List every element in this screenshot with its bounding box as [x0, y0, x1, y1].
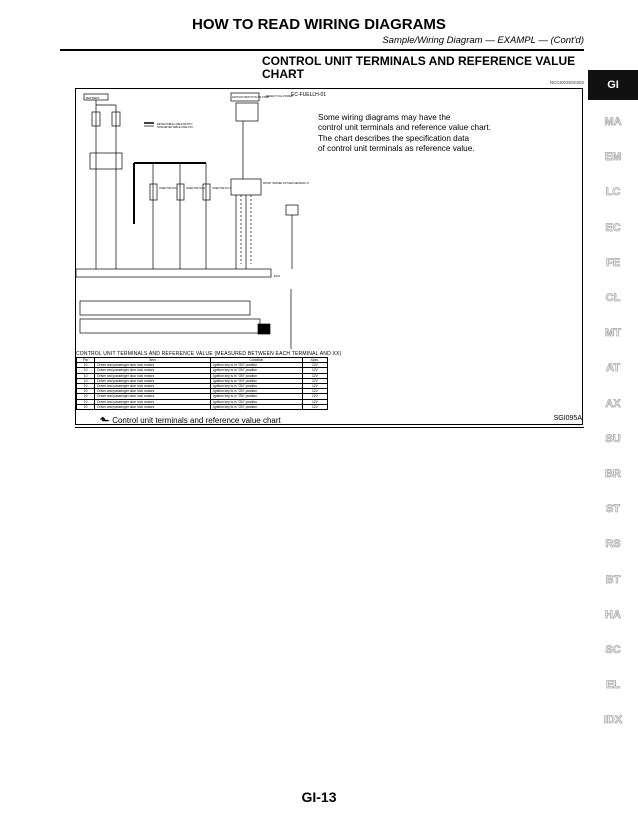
table-cell: 10 — [77, 389, 95, 394]
section-tab-idx[interactable]: IDX — [603, 714, 623, 727]
section-tab-mt[interactable]: MT — [605, 327, 621, 340]
table-cell: 10 — [77, 378, 95, 383]
svg-text:DETECTABLE LINE FOR DTC: DETECTABLE LINE FOR DTC — [157, 123, 193, 126]
table-cell: Ignition key is in "ON" position — [211, 368, 303, 373]
table-cell: Driver and passenger door lock motors — [95, 383, 211, 388]
description-line: control unit terminals and reference value chart. — [318, 123, 491, 133]
table-cell: Driver and passenger door lock motors — [95, 373, 211, 378]
table-cell: Ignition key is in "ON" position — [211, 378, 303, 383]
svg-text:NON-DETECTABLE LINE DTC: NON-DETECTABLE LINE DTC — [157, 126, 193, 129]
arrow-up-left-icon: ⬑ — [100, 415, 110, 427]
table-cell: Driver and passenger door lock motors — [95, 378, 211, 383]
table-cell: Ignition key is in "ON" position — [211, 394, 303, 399]
section-tab-ec[interactable]: EC — [605, 221, 621, 234]
table-cell: 12V — [302, 383, 327, 388]
section-tab-bt[interactable]: BT — [605, 573, 621, 586]
section-tab-lc[interactable]: LC — [605, 186, 621, 199]
table-cell: Driver and passenger door lock motors — [95, 363, 211, 368]
table-cell: 10 — [77, 399, 95, 404]
section-ref: NCGI0035S0302 — [549, 80, 584, 85]
table-row — [77, 404, 328, 409]
svg-text:REFER TO EL-POWER: REFER TO EL-POWER — [266, 95, 293, 98]
section-title: CONTROL UNIT TERMINALS AND REFERENCE VALUE CHART — [262, 54, 576, 81]
table-cell: 12V — [302, 399, 327, 404]
table-cell: 12V — [302, 389, 327, 394]
section-tab-su[interactable]: SU — [605, 432, 621, 445]
section-tab-sc[interactable]: SC — [605, 644, 621, 656]
svg-text:INJECTOR NO.1: INJECTOR NO.1 — [159, 187, 178, 190]
table-cell: 10 — [77, 363, 95, 368]
table-cell: 12V — [302, 373, 327, 378]
description-line: Some wiring diagrams may have the — [318, 113, 451, 122]
section-tab-em[interactable]: EM — [604, 151, 622, 164]
section-tab-ha[interactable]: HA — [605, 608, 621, 621]
table-cell: 10 — [77, 394, 95, 399]
table-cell: Ignition key is in "ON" position — [211, 404, 303, 409]
svg-text:INJECTOR NO.2: INJECTOR NO.2 — [186, 187, 205, 190]
section-tab-el[interactable]: EL — [605, 679, 621, 692]
table-cell: 12V — [302, 368, 327, 373]
table-cell: 12V — [302, 394, 327, 399]
reference-value-table — [76, 357, 328, 410]
svg-text:ECM: ECM — [274, 275, 280, 278]
description-line: The chart describes the specification data — [318, 133, 470, 143]
reference-table-title: CONTROL UNIT TERMINALS AND REFERENCE VALUE (MEASURED BETWEEN EACH TERMINAL AND XX) — [76, 351, 342, 357]
header-divider — [60, 49, 584, 51]
table-cell: Driver and passenger door lock motors — [95, 368, 211, 373]
col-header: Pin — [77, 358, 95, 363]
description-text — [318, 113, 538, 154]
table-cell: Driver and passenger door lock motors — [95, 404, 211, 409]
section-tab-br[interactable]: BR — [605, 468, 621, 480]
table-cell: 10 — [77, 368, 95, 373]
page-title: HOW TO READ WIRING DIAGRAMS — [192, 16, 446, 33]
col-header: Condition — [211, 358, 303, 363]
section-tab-ma[interactable]: MA — [604, 116, 622, 128]
section-tab-ax[interactable]: AX — [605, 397, 621, 410]
figure-id: SGI095A — [553, 415, 582, 422]
table-cell: Ignition key is in "ON" position — [211, 399, 303, 404]
table-cell: 12V — [302, 378, 327, 383]
diagram-code: EC-FUELLH-01 — [291, 92, 327, 98]
table-cell: Driver and passenger door lock motors — [95, 389, 211, 394]
table-cell: 10 — [77, 383, 95, 388]
svg-text:IGNITION SWITCH ON OR START: IGNITION SWITCH ON OR START — [232, 96, 270, 99]
section-tab-at[interactable]: AT — [606, 362, 620, 375]
table-cell: 12V — [302, 363, 327, 368]
section-tab-rs[interactable]: RS — [605, 538, 621, 551]
section-tab-st[interactable]: ST — [605, 503, 621, 516]
table-cell: Ignition key is in "ON" position — [211, 373, 303, 378]
table-cell: 12V — [302, 404, 327, 409]
table-cell: Driver and passenger door lock motors — [95, 394, 211, 399]
table-cell: Ignition key is in "ON" position — [211, 383, 303, 388]
table-cell: 10 — [77, 404, 95, 409]
table-cell: Driver and passenger door lock motors — [95, 399, 211, 404]
col-header: Spec. — [302, 358, 327, 363]
svg-text:BATTERY: BATTERY — [86, 96, 100, 100]
caption-text: Control unit terminals and reference value chart — [112, 416, 281, 425]
section-tab-cl[interactable]: CL — [605, 292, 621, 304]
table-cell: Ignition key is in "ON" position — [211, 389, 303, 394]
page-number: GI-13 — [301, 789, 337, 805]
description-line: of control unit terminals as reference value. — [318, 143, 475, 153]
svg-text:INJECTOR NO.3: INJECTOR NO.3 — [212, 187, 231, 190]
figure-caption — [100, 414, 281, 427]
section-tab-gi[interactable]: GI — [588, 70, 638, 100]
svg-text:FRONT HEATED OXYGEN SENSOR LH: FRONT HEATED OXYGEN SENSOR LH — [263, 182, 309, 185]
col-header: Item — [95, 358, 211, 363]
page-subtitle: Sample/Wiring Diagram — EXAMPL — (Cont'd) — [382, 35, 584, 46]
figure-divider — [75, 427, 584, 428]
table-cell: Ignition key is in "ON" position — [211, 363, 303, 368]
section-tab-fe[interactable]: FE — [605, 256, 621, 269]
table-cell: 10 — [77, 373, 95, 378]
